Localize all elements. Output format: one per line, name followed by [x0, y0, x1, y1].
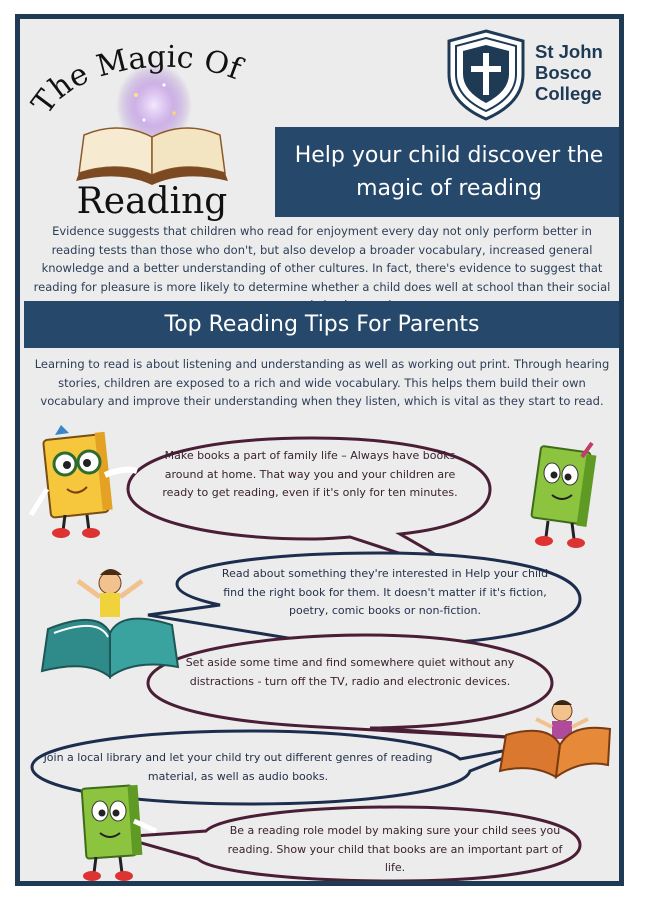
school-name-line2: Bosco [535, 62, 592, 83]
school-name-line1: St John [535, 41, 603, 62]
header-banner-line2: magic of reading [356, 176, 542, 201]
yellow-book-character-icon [25, 419, 145, 544]
logo-title-bottom: Reading [76, 181, 228, 222]
green-book-character-bottom-icon [68, 777, 163, 886]
tip-3-text: Set aside some time and find somewhere quiet without any distractions - turn off the TV, radio and electronic devices. [185, 656, 515, 688]
tip-2-text: Read about something they're interested in Help your child find the right book for them. It doesn't matter if it's fiction, poetry, comic books or non-fiction. [221, 567, 549, 617]
tips-lead-paragraph: Learning to read is about listening and understanding as well as working out print. Through hearing stories, children are exposed to a rich and wide vocabulary. This helps them build their own vocabulary and improve their understanding when they listen, which is vital as they start to read. [34, 357, 610, 408]
boy-on-book-icon [38, 559, 183, 689]
logo-title-top: The Magic Of [25, 39, 246, 121]
page-frame [15, 14, 624, 886]
tips-section-title: Top Reading Tips For Parents [24, 301, 620, 348]
tip-1-text: Make books a part of family life – Always have books around at home. That way you and your children are ready to get reading, even if it's only for ten minutes. [162, 449, 458, 499]
school-name-line3: College [535, 83, 602, 104]
boy-on-orange-book-icon [498, 689, 613, 784]
header-banner-line1: Help your child discover the [294, 143, 604, 168]
tip-4-text: Join a local library and let your child try out different genres of reading material, as well as audio books. [43, 751, 433, 783]
tip-5-text: Be a reading role model by making sure your child sees you reading. Show your child that books are an important part of life. [227, 824, 563, 874]
green-book-character-icon [518, 437, 613, 552]
intro-paragraph: Evidence suggests that children who read for enjoyment every day not only perform better in reading tests than those who don't, but also develop a broader vocabulary, increased general knowledge and a better understanding of other cultures. In fact, there's evidence to suggest that reading for pleasure is more likely to determine whether a child does well at school than their social [33, 224, 611, 294]
